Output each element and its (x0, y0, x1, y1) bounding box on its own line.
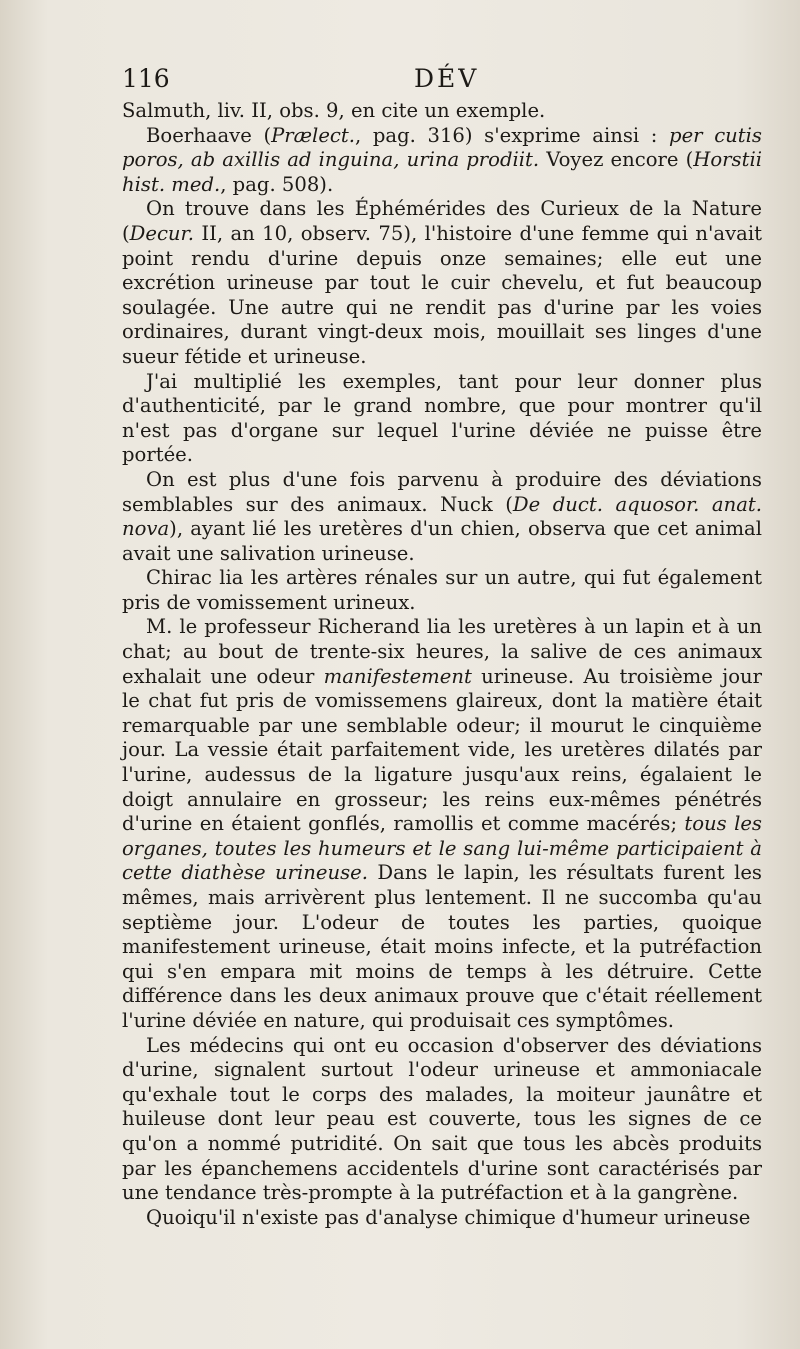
text-run: II, an 10, observ. 75), l'histoire d'une femme qui n'avait point rendu d'urine depuis onze semaines; elle eut une excrétion urineuse par tout le cuir chevelu, et fut beaucoup soulagée. Une autre qui ne rendit pas d'urine par les voies ordinaires, durant vingt-deux mois, mouillait ses linges d'une sueur fétide et urineuse. (122, 221, 762, 368)
paragraph (122, 99, 762, 124)
text-run: M. le professeur Richerand lia les uretères à un lapin et à un chat; au bout de trente-six heures, la salive de ces animaux exhalait une odeur (122, 615, 762, 688)
text-run: , pag. 508). (220, 172, 334, 196)
text-run: Chirac lia les artères rénales sur un autre, qui fut également pris de vomissement urineux. (122, 566, 762, 614)
italic-text: tous les organes, toutes les humeurs et le sang lui-même participaient à cette diathèse urineuse. (122, 812, 762, 885)
text-run: Les médecins qui ont eu occasion d'observer des déviations d'urine, signalent surtout l'odeur urineuse et ammoniacale qu'exhale tout le corps des malades, la moiteur jaunâtre et huileuse dont leur peau est couverte, tous les signes de ce qu'on a nommé putridité. On sait que tous les abcès produits par les épanchemens accidentels d'urine sont caractérisés par une tendance très-prompte à la putréfaction et à la gangrène. (122, 1033, 762, 1205)
paragraph (122, 615, 762, 1033)
text-run: On est plus d'une fois parvenu à produire des déviations semblables sur des animaux. Nuck ( (122, 467, 762, 516)
paragraph (122, 1206, 762, 1231)
body-text (122, 99, 762, 1230)
italic-text: Decur. (129, 221, 194, 245)
text-run: Voyez encore ( (539, 148, 694, 172)
italic-text: Prælect. (271, 123, 355, 147)
italic-text: manifestement (323, 664, 472, 688)
text-run: , pag. 316) s'exprime ainsi : (355, 123, 670, 147)
paragraph (122, 124, 762, 198)
text-run: Salmuth, liv. II, obs. 9, en cite un exemple. (122, 99, 546, 122)
running-head-word: DÉV (414, 64, 480, 93)
text-run: urineuse. Au troisième jour le chat fut pris de vomissemens glaireux, dont la matière était remarquable par une semblable odeur; il mourut le cinquième jour. La vessie était parfaitement vide, les uretères dilatés par l'urine, audessus de la ligature jusqu'aux reins, égalaient le doigt annulaire en grosseur; les reins eux-mêmes pénétrés d'urine en étaient gonflés, ramollis et comme macérés; (122, 664, 762, 836)
text-run: J'ai multiplié les exemples, tant pour leur donner plus d'authenticité, par le grand nombre, que pour montrer qu'il n'est pas d'organe sur lequel l'urine déviée ne puisse être portée. (122, 369, 762, 467)
paragraph (122, 566, 762, 615)
text-run: Boerhaave ( (146, 123, 272, 147)
running-header (122, 64, 762, 100)
text-run: ), ayant lié les uretères d'un chien, observa que cet animal avait une salivation urineuse. (122, 517, 762, 565)
paragraph (122, 1034, 762, 1206)
italic-text: Horstii hist. med. (122, 148, 762, 196)
italic-text: per cutis poros, ab axillis ad inguina, urina prodiit. (122, 123, 762, 172)
text-run: Dans le lapin, les résultats furent les mêmes, mais arrivèrent plus lentement. Il ne succomba qu'au septième jour. L'odeur de toutes les parties, quoique manifestement urineuse, était moins infecte, et la putréfaction qui s'en empara mit moins de temps à les détruire. Cette différence dans les deux animaux prouve que c'était réellement l'urine déviée en nature, qui produisait ces symptômes. (122, 861, 762, 1032)
paragraph (122, 370, 762, 468)
text-run: On trouve dans les Éphémérides des Curieux de la Nature ( (122, 197, 762, 245)
text-run: Quoiqu'il n'existe pas d'analyse chimique d'humeur urineuse (146, 1205, 751, 1229)
page-number: 116 (122, 64, 170, 93)
italic-text: De duct. aquosor. anat. nova (122, 492, 762, 541)
paragraph (122, 197, 762, 369)
paragraph (122, 468, 762, 566)
